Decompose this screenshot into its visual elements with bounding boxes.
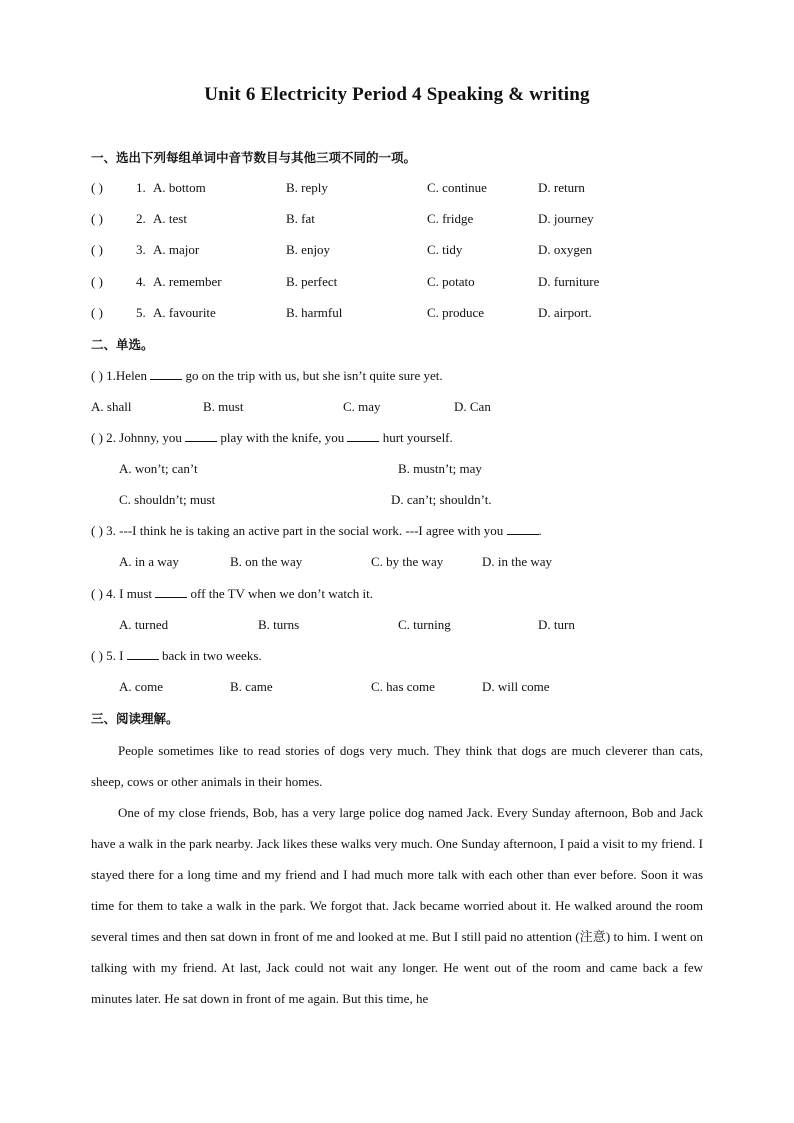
question-stem: ( ) 3. ---I think he is taking an active part in the social work. ---I agree with you (91, 523, 504, 538)
option-c: C. turning (398, 617, 451, 632)
question-stem: . (538, 523, 542, 538)
option-b: B. perfect (286, 274, 338, 289)
list-item (0, 272, 794, 292)
question-stem: ( ) 4. I must (91, 586, 153, 601)
option-a: A. turned (119, 617, 169, 632)
option-d: D. airport. (538, 305, 592, 320)
question-stem: off the TV when we don’t watch it. (190, 586, 373, 601)
answer-bracket[interactable]: ( ) (91, 274, 103, 289)
question-stem: ( ) 1.Helen (91, 368, 147, 383)
question-1-options (0, 397, 794, 417)
option-c: C. potato (427, 274, 475, 289)
question-2-options-row2 (0, 490, 794, 510)
option-c: C. fridge (427, 211, 474, 226)
option-b: B. enjoy (286, 242, 331, 257)
option-a: A. in a way (119, 554, 179, 569)
answer-blank[interactable] (127, 647, 159, 660)
option-a: A. come (119, 679, 164, 694)
option-c: C. tidy (427, 242, 463, 257)
question-number: 1. (136, 180, 146, 195)
answer-blank[interactable] (347, 429, 379, 442)
paragraph-2: One of my close friends, Bob, has a very large police dog named Jack. Every Sunday afternoon, Bob and Jack have a walk in the park nearby. Jack likes these walks very much. One Sunday afternoon, I paid a visit to my friend. I stayed there for a long time and my friend and I had much more talk with each other than ever before. Soon it was time for them to take a walk in the park. We forgot that. Jack became worried about it. He walked around the room several times and then sat down in front of me and looked at me. But I still paid no attention (注意) to him. I went on talking with my friend. At last, Jack could not wait any longer. He went out of the room and came back a few minutes later. He sat down in front of me again. But this time, he (91, 805, 703, 1006)
option-a: A. won’t; can’t (119, 461, 198, 476)
list-item (0, 303, 794, 323)
option-d: D. Can (454, 399, 491, 414)
page-title: Unit 6 Electricity Period 4 Speaking & writing (204, 84, 590, 105)
question-stem: go on the trip with us, but she isn’t quite sure yet. (185, 368, 443, 383)
option-d: D. return (538, 180, 585, 195)
question-number: 2. (136, 211, 146, 226)
list-item (0, 240, 794, 260)
answer-blank[interactable] (155, 585, 187, 598)
answer-blank[interactable] (507, 522, 539, 535)
option-b: B. came (230, 679, 273, 694)
option-c: C. shouldn’t; must (119, 492, 216, 507)
question-number: 4. (136, 274, 146, 289)
question-number: 3. (136, 242, 146, 257)
question-5-options (0, 677, 794, 697)
section1-heading: 一、选出下列每组单词中音节数目与其他三项不同的一项。 (91, 150, 417, 165)
question-4-options (0, 615, 794, 635)
option-d: D. journey (538, 211, 594, 226)
answer-bracket[interactable]: ( ) (91, 305, 103, 320)
option-d: D. will come (482, 679, 550, 694)
answer-blank[interactable] (185, 429, 217, 442)
option-c: C. produce (427, 305, 485, 320)
option-c: C. continue (427, 180, 487, 195)
question-3 (0, 521, 794, 541)
answer-bracket[interactable]: ( ) (91, 211, 103, 226)
option-d: D. turn (538, 617, 575, 632)
option-a: A. major (153, 242, 200, 257)
answer-bracket[interactable]: ( ) (91, 242, 103, 257)
question-3-options (0, 552, 794, 572)
option-b: B. mustn’t; may (398, 461, 482, 476)
option-b: B. must (203, 399, 244, 414)
option-d: D. furniture (538, 274, 600, 289)
question-stem: play with the knife, you (220, 430, 345, 445)
question-2-options-row1 (0, 459, 794, 479)
paragraph-1: People sometimes like to read stories of dogs very much. They think that dogs are much cleverer than cats, sheep, cows or other animals in their homes. (91, 743, 703, 789)
question-stem: back in two weeks. (162, 648, 262, 663)
option-c: C. has come (371, 679, 435, 694)
question-stem: ( ) 2. Johnny, you (91, 430, 182, 445)
section3-heading: 三、阅读理解。 (91, 711, 179, 726)
option-b: B. on the way (230, 554, 303, 569)
option-b: B. harmful (286, 305, 343, 320)
option-c: C. may (343, 399, 381, 414)
answer-bracket[interactable]: ( ) (91, 180, 103, 195)
option-a: A. bottom (153, 180, 206, 195)
question-5 (0, 646, 794, 666)
question-stem: ( ) 5. I (91, 648, 124, 663)
list-item (0, 209, 794, 229)
option-d: D. in the way (482, 554, 553, 569)
option-d: D. can’t; shouldn’t. (391, 492, 492, 507)
reading-passage (91, 735, 703, 1014)
option-b: B. fat (286, 211, 315, 226)
question-number: 5. (136, 305, 146, 320)
option-c: C. by the way (371, 554, 444, 569)
list-item (0, 178, 794, 198)
question-stem: hurt yourself. (382, 430, 453, 445)
option-d: D. oxygen (538, 242, 593, 257)
option-a: A. favourite (153, 305, 216, 320)
option-b: B. reply (286, 180, 328, 195)
question-4 (0, 584, 794, 604)
question-1 (0, 366, 794, 386)
answer-blank[interactable] (150, 367, 182, 380)
option-a: A. shall (91, 399, 132, 414)
option-b: B. turns (258, 617, 300, 632)
section2-heading: 二、单选。 (91, 337, 154, 352)
question-2 (0, 428, 794, 448)
option-a: A. test (153, 211, 187, 226)
option-a: A. remember (153, 274, 222, 289)
